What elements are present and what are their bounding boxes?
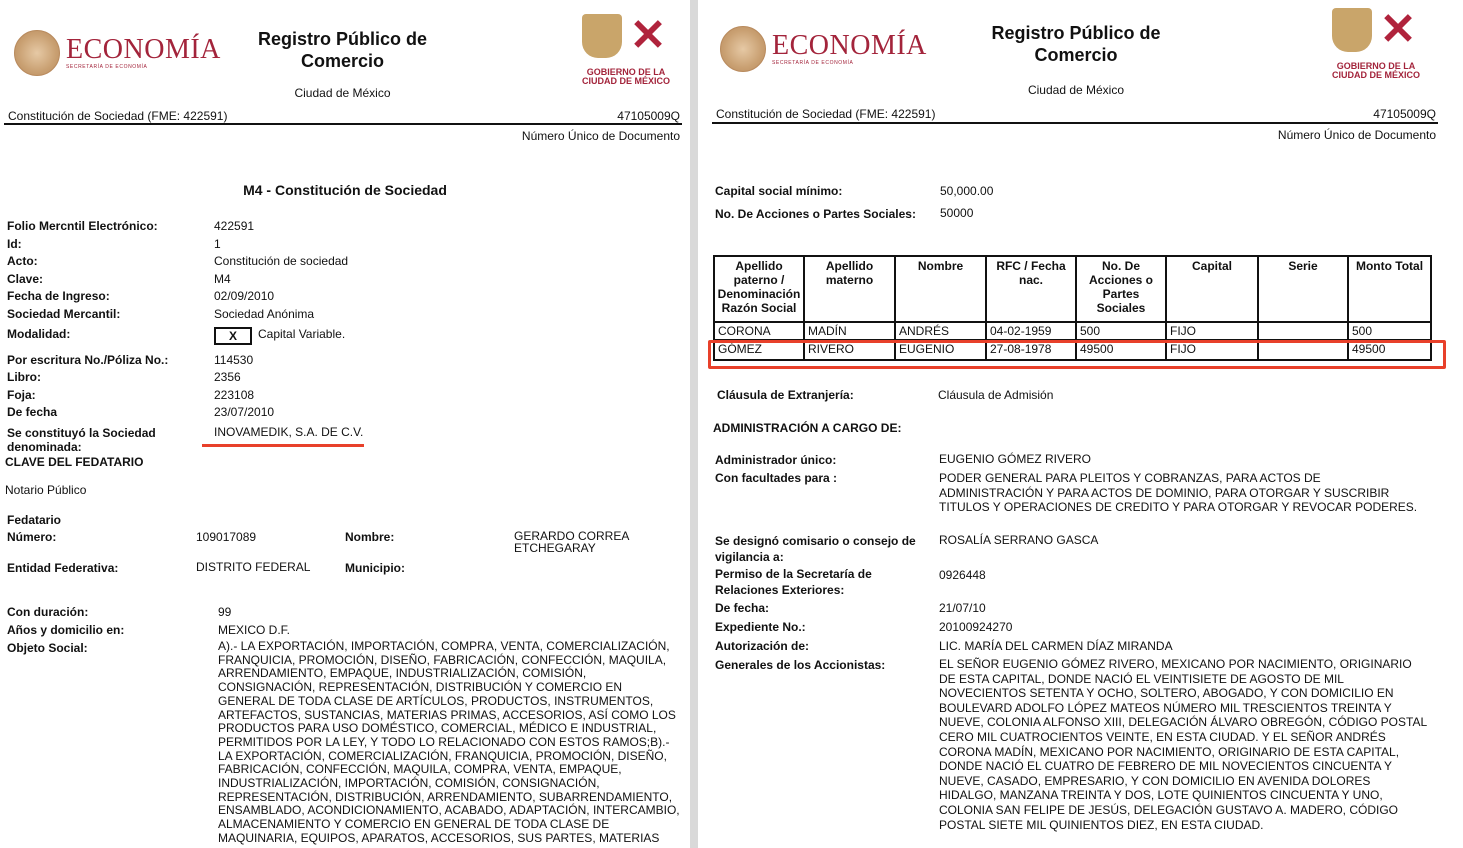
field-label: Id: xyxy=(7,236,22,251)
generales-value: EL SEÑOR EUGENIO GÓMEZ RIVERO, MEXICANO POR NACIMIENTO, ORIGINARIO DE ESTA CAPITAL, DONDE NACIÓ EL VEINTISIETE DE AGOSTO DE MIL NOVECIENTOS SETENTA Y OCHO, SOLTERO, ABOGADO, Y CON DOMICILIO EN BOULEVARD ADOLFO LÓPEZ MATEOS NÚMERO MIL TRESCIENTOS TREINTA Y NUEVE, COLONIA ALFONSO XIII, DELEGACIÓN ÁLVARO OBREGÓN, CÓDIGO POSTAL CERO MIL CUATROCIENTOS VEINTE, EN ESTA CIUDAD. Y EL SEÑOR ANDRÉS CORONA MADÍN, MEXICANO POR NACIMIENTO, ORIGINARIO DE ESTA CAPITAL, DONDE NACIÓ EL CUATRO DE FEBRERO DE MIL NOVECIENTOS CINCUENTA Y NUEVE, CASADO, EMPRESARIO, Y CON DOMICILIO EN AVENIDA DOLORES HIDALGO, MANZANA TREINTA Y DOS, LOTE QUINIENTOS CINCUENTA Y UNO, COLONIA SAN FELIPE DE JESÚS, DELEGACIÓN GUSTAVO A. MADERO, CÓDIGO POSTAL SIETE MIL QUINIENTOS DIEZ, EN ESTA CIUDAD. xyxy=(939,657,1427,832)
field-value: Sociedad Anónima xyxy=(214,306,315,321)
permiso-value: 0926448 xyxy=(939,568,986,582)
doc-type: Constitución de Sociedad (FME: 422591) xyxy=(716,107,936,121)
header-rule xyxy=(4,123,682,125)
field-value: 02/09/2010 xyxy=(214,289,275,303)
duracion-value: 99 xyxy=(218,605,232,619)
gob-line1: GOBIERNO DE LA xyxy=(1336,61,1416,71)
table-cell: CORONA xyxy=(714,322,804,340)
header-rule xyxy=(712,122,1438,124)
field-value: 23/07/2010 xyxy=(214,405,275,419)
capital-value: 50,000.00 xyxy=(940,184,994,198)
sociedad-name: INOVAMEDIK, S.A. DE C.V. xyxy=(214,425,364,439)
logo-text: ECONOMÍA xyxy=(772,30,927,61)
field-row xyxy=(7,219,677,237)
numero-label: Número: xyxy=(7,530,57,544)
acciones-value: 50000 xyxy=(940,206,974,220)
doc-number: 47105009Q xyxy=(617,109,680,123)
field-row xyxy=(7,370,677,388)
col-header: Capital xyxy=(1166,256,1258,322)
mexico-seal-icon xyxy=(720,26,766,72)
table-row xyxy=(714,322,1431,340)
page-title: Registro Público de Comercio xyxy=(991,23,1161,65)
page-title: Registro Público de Comercio xyxy=(257,29,428,71)
mexico-seal-icon xyxy=(14,30,60,76)
coat-of-arms-icon xyxy=(1332,8,1372,52)
field-label: Libro: xyxy=(7,370,41,384)
document-page-1 xyxy=(0,0,690,848)
admin-title: ADMINISTRACIÓN A CARGO DE: xyxy=(713,421,902,435)
field-row xyxy=(7,307,677,327)
table-cell: 49500 xyxy=(1076,340,1166,360)
domicilio-label: Años y domicilio en: xyxy=(7,623,125,637)
col-header: Serie xyxy=(1258,256,1348,322)
col-header: Monto Total xyxy=(1348,256,1431,322)
logo-subtext: SECRETARÍA DE ECONOMÍA xyxy=(66,64,148,70)
field-row xyxy=(7,289,677,307)
municipio-label: Municipio: xyxy=(345,561,405,575)
field-row xyxy=(7,237,677,255)
table-cell: RIVERO xyxy=(804,340,895,360)
cdmx-logo xyxy=(1324,5,1428,80)
autorizacion-value: LIC. MARÍA DEL CARMEN DÍAZ MIRANDA xyxy=(939,639,1173,653)
fedatario-label: Fedatario xyxy=(7,513,62,527)
nombre-label: Nombre: xyxy=(345,530,395,544)
autorizacion-label: Autorización de: xyxy=(715,639,810,653)
field-label: Sociedad Mercantil: xyxy=(7,306,121,321)
col-header: RFC / Fecha nac. xyxy=(986,256,1076,322)
capital-label: Capital social mínimo: xyxy=(715,184,843,198)
objeto-label: Objeto Social: xyxy=(7,641,88,655)
field-label: Clave: xyxy=(7,271,44,286)
notario-label: Notario Público xyxy=(5,483,87,497)
table-cell: GÓMEZ xyxy=(714,340,804,360)
highlight-underline xyxy=(202,444,364,447)
coat-of-arms-icon xyxy=(582,14,622,58)
table-cell: 500 xyxy=(1348,322,1431,340)
comisario-value: ROSALÍA SERRANO GASCA xyxy=(939,533,1099,547)
economia-logo xyxy=(720,26,927,72)
field-value: Constitución de sociedad xyxy=(214,254,349,268)
expediente-label: Expediente No.: xyxy=(715,620,806,634)
cdmx-emblem-icon: ✕ xyxy=(1379,5,1417,54)
city-label: Ciudad de México xyxy=(294,86,391,100)
field-row xyxy=(7,388,677,406)
acciones-label: No. De Acciones o Partes Sociales: xyxy=(715,207,916,221)
entidad-value: DISTRITO FEDERAL xyxy=(196,560,311,574)
sociedad-label: Se constituyó la Sociedad denominada: xyxy=(7,426,156,454)
capital-variable-checkbox: X xyxy=(214,327,252,345)
table-cell: 04-02-1959 xyxy=(986,322,1076,340)
facultades-value: PODER GENERAL PARA PLEITOS Y COBRANZAS, PARA ACTOS DE ADMINISTRACIÓN Y PARA ACTOS DE DOMINIO, PARA OTORGAR Y SUSCRIBIR TITULOS Y OPERACIONES DE CREDITO Y PARA OTORGAR Y REVOCAR PODERES. xyxy=(939,471,1418,515)
nombre-value: GERARDO CORREA ETCHEGARAY xyxy=(514,529,629,555)
field-row xyxy=(7,353,677,371)
field-value: 114530 xyxy=(214,352,254,367)
col-header: Apellido paterno / Denominación Razón Social xyxy=(714,256,804,322)
field-value: 2356 xyxy=(214,370,241,384)
city-label: Ciudad de México xyxy=(1027,83,1125,97)
permiso-label: Permiso de la Secretaría de Relaciones Exteriores: xyxy=(715,567,872,597)
domicilio-value: MEXICO D.F. xyxy=(218,623,291,637)
comisario-label: Se designó comisario o consejo de vigilancia a: xyxy=(715,534,916,564)
col-header: Nombre xyxy=(895,256,986,322)
economia-logo xyxy=(14,30,221,76)
field-value: M4 xyxy=(214,271,231,286)
document-page-2 xyxy=(698,0,1463,848)
doc-number-label: Número Único de Documento xyxy=(1277,128,1436,142)
table-cell: MADÍN xyxy=(804,322,895,340)
fecha-value: 21/07/10 xyxy=(939,601,986,615)
table-cell: FIJO xyxy=(1166,322,1258,340)
field-label: Acto: xyxy=(7,254,38,268)
extranjeria-label: Cláusula de Extranjería: xyxy=(717,388,854,402)
logo-subtext: SECRETARÍA DE ECONOMÍA xyxy=(772,60,854,66)
admin-value: EUGENIO GÓMEZ RIVERO xyxy=(939,452,1092,466)
admin-label: Administrador único: xyxy=(715,453,837,467)
generales-label: Generales de los Accionistas: xyxy=(715,658,886,672)
table-cell: ANDRÉS xyxy=(895,322,986,340)
field-value: 1 xyxy=(214,236,221,251)
gob-line2: CIUDAD DE MÉXICO xyxy=(581,76,670,86)
expediente-value: 20100924270 xyxy=(939,620,1013,634)
col-header: No. De Acciones o Partes Sociales xyxy=(1076,256,1166,322)
field-row xyxy=(7,405,677,423)
field-label: Por escritura No./Póliza No.: xyxy=(7,352,169,367)
field-label: Folio Mercntil Electrónico: xyxy=(7,219,158,233)
objeto-social-text: A).- LA EXPORTACIÓN, IMPORTACIÓN, COMPRA, VENTA, COMERCIALIZACIÓN, FRANQUICIA, PROMOCIÓN, DISEÑO, FABRICACIÓN, CONFECCIÓN, MAQUILA, ARRENDAMIENTO, EMPAQUE, INDUSTRIALIZACIÓN, COMISIÓN, CONSIGNACIÓN, REPRESENTACIÓN, DISTRIBUCIÓN Y COMERCIO EN GENERAL DE TODA CLASE DE ARTÍCULOS, PRODUCTOS, INSTRUMENTOS, ARTEFACTOS, SUSTANCIAS, MATERIAS PRIMAS, ACCESORIOS, ASÍ COMO LOS PRODUCTOS PARA USO DOMÉSTICO, COMERCIAL, MÉDICO E INDUSTRIAL, PERMITIDOS POR LA LEY, Y TODO LO RELACIONADO CON ESTOS RAMOS;B).- LA EXPORTACIÓN, COMERCIALIZACIÓN, FRANQUICIA, PROMOCIÓN, DISEÑO, FABRICACIÓN, CONFECCIÓN, MAQUILA, COMPRA, VENTA, EMPAQUE, INDUSTRIALIZACIÓN, IMPORTACIÓN, COMISIÓN, CONSIGNACIÓN, REPRESENTACIÓN, DISTRIBUCIÓN, ARRENDAMIENTO, SUBARRENDAMIENTO, ENSAMBLADO, ACONDICIONAMIENTO, ACABADO, ADAPTACIÓN, INTERCAMBIO, ALMACENAMIENTO Y COMERCIO EN GENERAL DE TODA CLASE DE MAQUINARIA, EQUIPOS, APARATOS, ACCESORIOS, SUS PARTES, MATERIAS xyxy=(218,639,680,845)
extranjeria-value: Cláusula de Admisión xyxy=(938,388,1054,402)
section-title: M4 - Constitución de Sociedad xyxy=(243,182,447,198)
field-row xyxy=(7,272,677,290)
fields-block xyxy=(7,219,677,423)
table-cell: 27-08-1978 xyxy=(986,340,1076,360)
cdmx-logo xyxy=(576,11,676,86)
gob-line2: CIUDAD DE MÉXICO xyxy=(1331,70,1420,80)
duracion-label: Con duración: xyxy=(7,605,89,619)
table-cell: 49500 xyxy=(1348,340,1431,360)
numero-value: 109017089 xyxy=(196,530,257,544)
table-cell: 500 xyxy=(1076,322,1166,340)
field-label: De fecha xyxy=(7,405,58,419)
field-label: Foja: xyxy=(7,387,36,402)
field-row xyxy=(7,254,677,272)
table-cell xyxy=(1258,322,1348,340)
table-cell: EUGENIO xyxy=(895,340,986,360)
field-value: 422591 xyxy=(214,219,255,233)
facultades-label: Con facultades para : xyxy=(715,471,838,485)
table-cell: FIJO xyxy=(1166,340,1258,360)
modalidad-label: Modalidad: xyxy=(7,326,71,341)
cdmx-emblem-icon: ✕ xyxy=(629,11,667,60)
modalidad-row xyxy=(7,327,677,353)
fecha-label: De fecha: xyxy=(715,601,770,615)
doc-number-label: Número Único de Documento xyxy=(521,129,680,143)
field-label: Fecha de Ingreso: xyxy=(7,289,110,303)
clave-fedatario: CLAVE DEL FEDATARIO xyxy=(5,455,144,469)
field-value: 223108 xyxy=(214,387,255,402)
col-header: Apellido materno xyxy=(804,256,895,322)
entidad-label: Entidad Federativa: xyxy=(7,561,119,575)
doc-number: 47105009Q xyxy=(1373,107,1436,121)
doc-type: Constitución de Sociedad (FME: 422591) xyxy=(8,109,228,123)
highlight-box xyxy=(708,340,1446,369)
modalidad-value: Capital Variable. xyxy=(258,326,346,341)
logo-text: ECONOMÍA xyxy=(66,34,221,65)
gob-line1: GOBIERNO DE LA xyxy=(586,67,666,77)
table-header-row xyxy=(714,256,1431,322)
